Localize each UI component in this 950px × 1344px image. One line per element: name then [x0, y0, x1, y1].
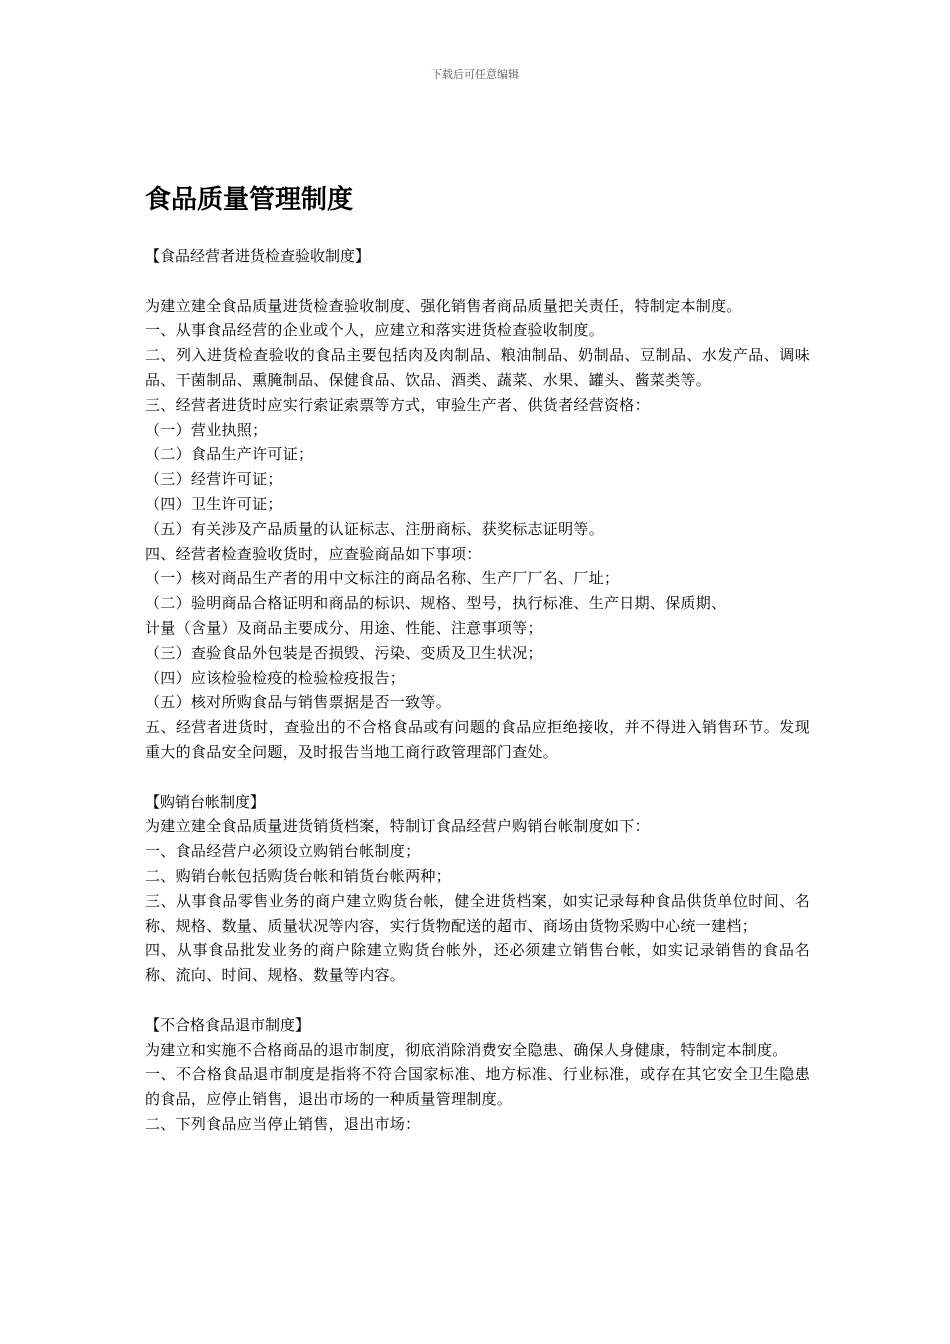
paragraph: （一）核对商品生产者的用中文标注的商品名称、生产厂厂名、厂址；: [145, 569, 620, 588]
paragraph: （三）经营许可证；: [145, 470, 283, 489]
paragraph: （一）营业执照；: [145, 420, 268, 439]
paragraph: （四）应该检验检疫的检验检疫报告；: [145, 668, 406, 687]
header-note: 下载后可任意编辑: [431, 68, 519, 81]
section-recall: [145, 1013, 810, 1137]
document-title: 食品质量管理制度: [145, 185, 354, 215]
paragraph: 计量（含量）及商品主要成分、用途、性能、注意事项等；: [145, 618, 543, 637]
paragraph: 二、购销台帐包括购货台帐和销货台帐两种；: [145, 866, 452, 885]
paragraph: 五、经营者进货时，查验出的不合格食品或有问题的食品应拒绝接收，并不得进入销售环节。发现重大的食品安全问题，及时报告当地工商行政管理部门查处。: [145, 718, 810, 761]
paragraph: 一、不合格食品退市制度是指将不符合国家标准、地方标准、行业标准，或存在其它安全卫生隐患的食品，应停止销售，退出市场的一种质量管理制度。: [145, 1065, 810, 1109]
paragraph: 二、下列食品应当停止销售，退出市场：: [145, 1114, 421, 1133]
spacer: [145, 988, 810, 1013]
paragraph: 为建立建全食品质量进货销货档案，特制订食品经营户购销台帐制度如下：: [145, 817, 650, 836]
paragraph: 三、经营者进货时应实行索证索票等方式，审验生产者、供货者经营资格：: [145, 395, 650, 414]
document-body: [145, 178, 810, 1137]
section-heading: 【不合格食品退市制度】: [145, 1015, 311, 1034]
spacer: [145, 765, 810, 790]
paragraph: （五）核对所购食品与销售票据是否一致等。: [145, 693, 452, 712]
paragraph: 三、从事食品零售业务的商户建立购货台帐，健全进货档案，如实记录每种食品供货单位时间、名称、规格、数量、质量状况等内容，实行货物配送的超市、商场由货物采购中心统一建档；: [145, 891, 810, 935]
paragraph: 一、从事食品经营的企业或个人，应建立和落实进货检查验收制度。: [145, 321, 605, 340]
spacer: [145, 269, 810, 294]
paragraph: 二、列入进货检查验收的食品主要包括肉及肉制品、粮油制品、奶制品、豆制品、水发产品、调味品、干菌制品、熏腌制品、保健食品、饮品、酒类、蔬菜、水果、罐头、酱菜类等。: [145, 346, 810, 389]
section-heading: 【购销台帐制度】: [145, 792, 266, 811]
paragraph: （二）食品生产许可证；: [145, 445, 314, 464]
paragraph: （三）查验食品外包装是否损毁、污染、变质及卫生状况；: [145, 643, 543, 662]
paragraph: （五）有关涉及产品质量的认证标志、注册商标、获奖标志证明等。: [145, 519, 605, 538]
paragraph: 四、经营者检查验收货时，应查验商品如下事项：: [145, 544, 482, 563]
paragraph: 为建立建全食品质量进货检查验收制度、强化销售者商品质量把关责任，特制定本制度。: [145, 296, 742, 315]
section-inspection: [145, 244, 810, 765]
paragraph: （四）卫生许可证；: [145, 494, 283, 513]
paragraph: 四、从事食品批发业务的商户除建立购货台帐外，还必须建立销售台帐，如实记录销售的食品名称、流向、时间、规格、数量等内容。: [145, 941, 810, 985]
paragraph: 一、食品经营户必须设立购销台帐制度；: [145, 842, 421, 861]
paragraph: （二）验明商品合格证明和商品的标识、规格、型号，执行标准、生产日期、保质期、: [145, 594, 727, 613]
section-ledger: [145, 790, 810, 988]
paragraph: 为建立和实施不合格商品的退市制度，彻底消除消费安全隐患、确保人身健康，特制定本制度。: [145, 1040, 788, 1059]
section-heading: 【食品经营者进货检查验收制度】: [145, 247, 371, 265]
